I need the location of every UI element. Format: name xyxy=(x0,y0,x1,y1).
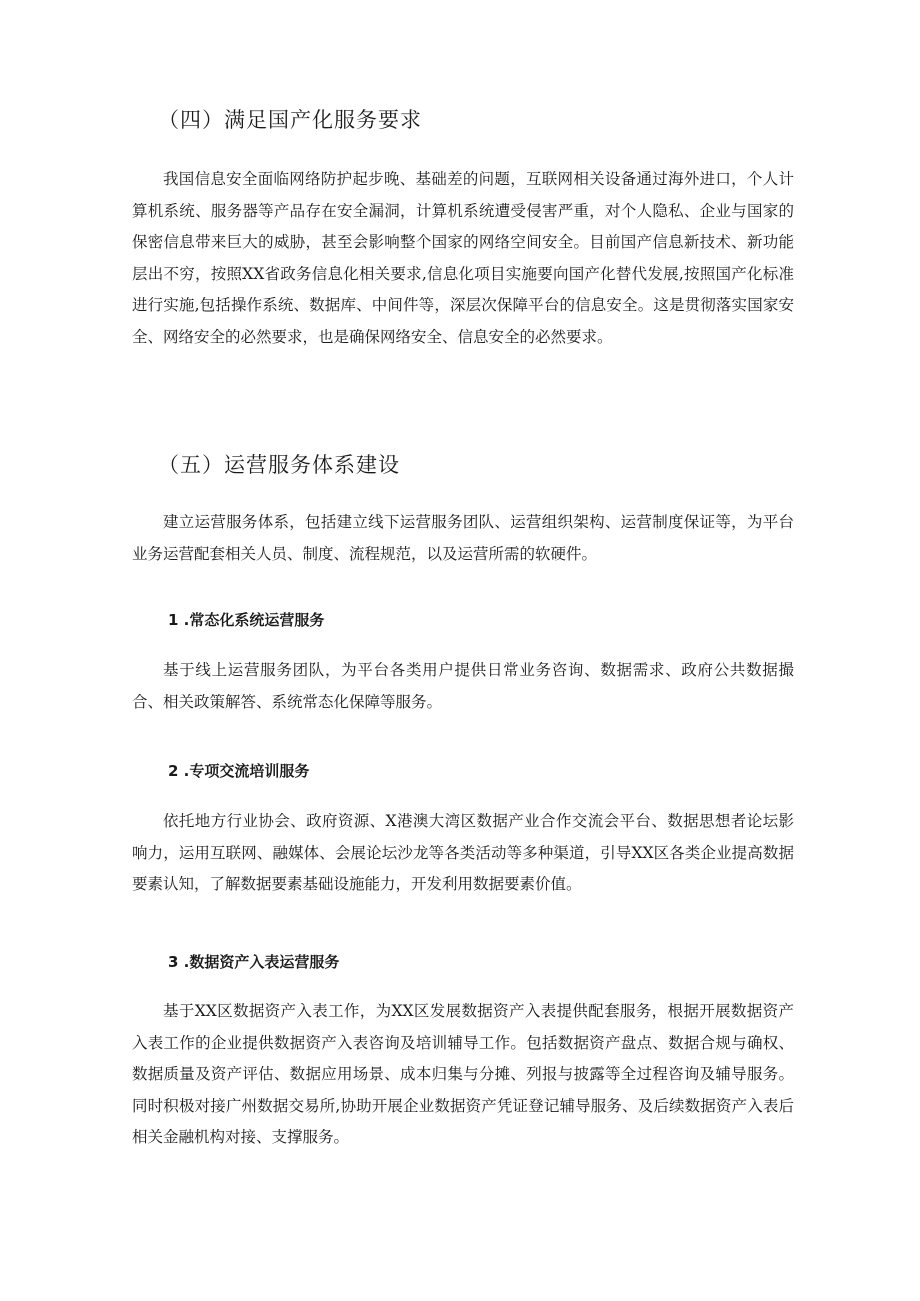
section-heading-4: （四）满足国产化服务要求 xyxy=(158,108,422,132)
subsection-paragraph-3: 基于XX区数据资产入表工作，为XX区发展数据资产入表提供配套服务，根据开展数据资产入表工作的企业提供数据资产入表咨询及培训辅导工作。包括数据资产盘点、数据合规与确权、数据质量及资产评估、数据应用场景、成本归集与分摊、列报与披露等全过程咨询及辅导服务。同时积极对接广州数据交易所,协助开展企业数据资产凭证登记辅导服务、及后续数据资产入表后相关金融机构对接、支撑服务。 xyxy=(132,1002,794,1146)
subsection-heading-2: 2 .专项交流培训服务 xyxy=(168,762,310,780)
section-paragraph-4: 我国信息安全面临网络防护起步晚、基础差的问题，互联网相关设备通过海外进口，个人计算机系统、服务器等产品存在安全漏洞，计算机系统遭受侵害严重，对个人隐私、企业与国家的保密信息带来巨大的威胁，甚至会影响整个国家的网络空间安全。目前国产信息新技术、新功能层出不穷，按照XX省政务信息化相关要求,信息化项目实施要向国产化替代发展,按照国产化标准进行实施,包括操作系统、数据库、中间件等，深层次保障平台的信息安全。这是贯彻落实国家安全、网络安全的必然要求，也是确保网络安全、信息安全的必然要求。 xyxy=(132,170,794,346)
subsection-heading-3: 3 .数据资产入表运营服务 xyxy=(168,953,340,971)
subsection-paragraph-2: 依托地方行业协会、政府资源、X港澳大湾区数据产业合作交流会平台、数据思想者论坛影响力，运用互联网、融媒体、会展论坛沙龙等各类活动等多种渠道，引导XX区各类企业提高数据要素认知，了解数据要素基础设施能力，开发利用数据要素价值。 xyxy=(132,812,794,893)
subsection-paragraph-1: 基于线上运营服务团队，为平台各类用户提供日常业务咨询、数据需求、政府公共数据撮合、相关政策解答、系统常态化保障等服务。 xyxy=(132,661,794,711)
section-heading-5: （五）运营服务体系建设 xyxy=(158,453,400,477)
section-paragraph-5: 建立运营服务体系，包括建立线下运营服务团队、运营组织架构、运营制度保证等，为平台业务运营配套相关人员、制度、流程规范，以及运营所需的软硬件。 xyxy=(132,513,794,563)
subsection-heading-1: 1 .常态化系统运营服务 xyxy=(168,611,325,629)
